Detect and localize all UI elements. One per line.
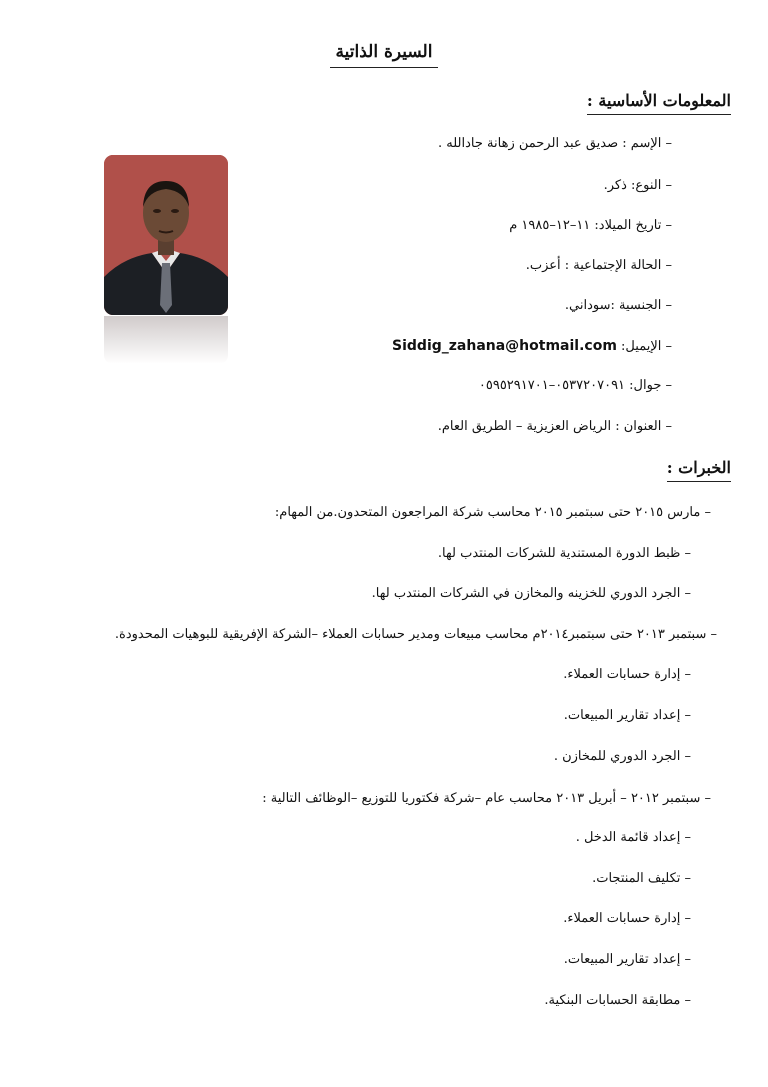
document-title: السيرة الذاتية [0,42,768,68]
photo-reflection [104,316,228,364]
basic-info-heading: المعلومات الأساسية : [587,93,731,115]
experience-line: – سبتمبر ٢٠١٢ – أبريل ٢٠١٣ محاسب عام –شركة فكتوريا للتوزيع –الوظائف التالية : [262,791,711,806]
experience-line: – مارس ٢٠١٥ حتى سبتمبر ٢٠١٥ محاسب شركة المراجعون المتحدون.من المهام: [274,505,711,520]
info-marital-status: – الحالة الإجتماعية : أعزب. [525,258,672,273]
portrait-graphic [104,155,228,315]
experience-line: – إدارة حسابات العملاء. [563,911,691,926]
info-gender: – النوع: ذكر. [603,178,672,193]
info-name: – الإسم : صديق عبد الرحمن زهانة جادالله . [438,136,672,151]
experience-line: – إدارة حسابات العملاء. [563,667,691,682]
info-nationality: – الجنسية :سوداني. [564,298,672,313]
profile-photo [104,155,228,315]
experience-line: – سبتمبر ٢٠١٣ حتى سبتمبر٢٠١٤م محاسب مبيعات ومدير حسابات العملاء –الشركة الإفريقية للبوهيات المحدودة. [114,627,717,642]
experience-line: – الجرد الدوري للخزينه والمخازن في الشركات المنتدب لها. [371,586,691,601]
experience-line: – إعداد تقارير المبيعات. [563,708,691,723]
experience-line: – الجرد الدوري للمخازن . [553,749,691,764]
experience-line: – إعداد قائمة الدخل . [575,830,691,845]
experience-heading: الخبرات : [667,460,731,482]
experience-line: – ظبط الدورة المستندية للشركات المنتدب لها. [437,546,691,561]
experience-line: – مطابقة الحسابات البنكية. [544,993,691,1008]
info-phone: – جوال: ٠٥٣٧٢٠٧٠٩١–٠٥٩٥٢٩١٧٠١ [478,378,672,393]
info-email-row [392,339,672,353]
info-email[interactable]: Siddig_zahana@hotmail.com [392,338,617,354]
experience-line: – إعداد تقارير المبيعات. [563,952,691,967]
info-address: – العنوان : الرياض العزيزية – الطريق العام. [437,419,672,434]
info-email-label: – الإيميل: [616,339,672,354]
experience-line: – تكليف المنتجات. [592,871,691,886]
info-birthdate: – تاريخ الميلاد: ١١–١٢–١٩٨٥ م [509,218,672,233]
